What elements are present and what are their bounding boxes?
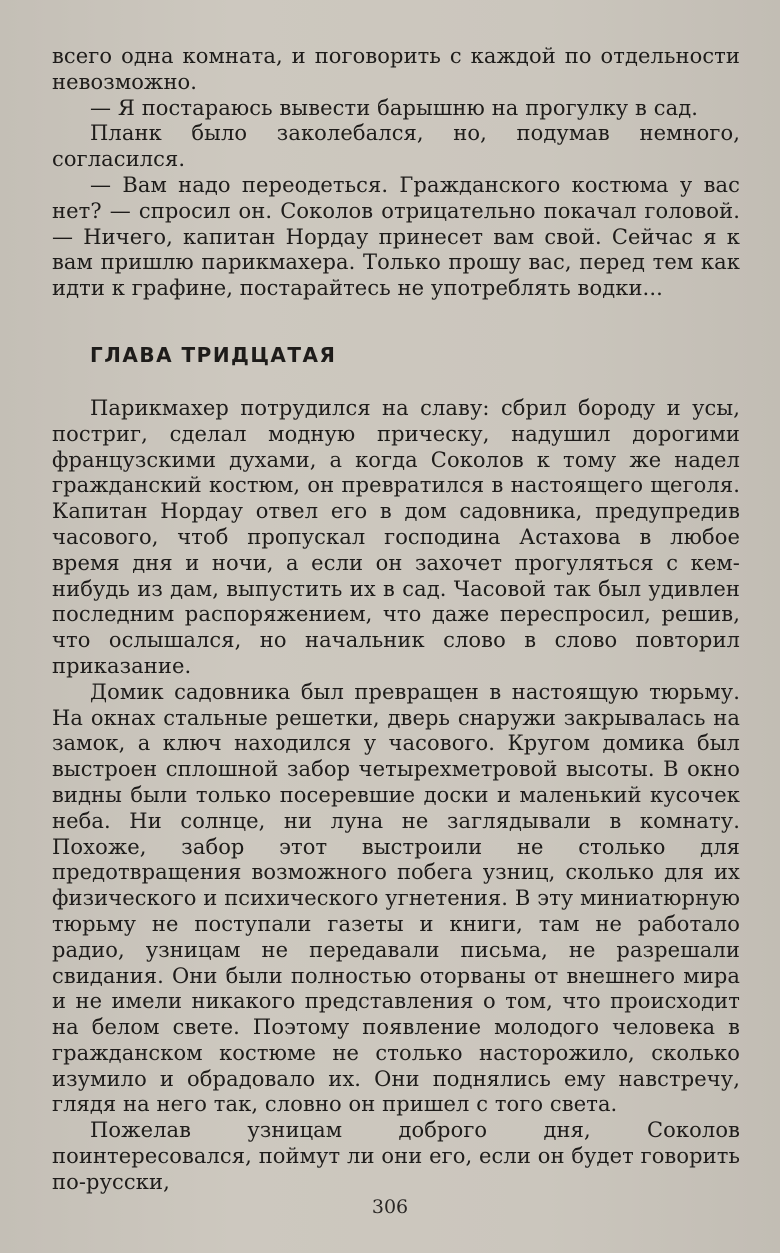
paragraph-greeting: Пожелав узницам доброго дня, Соколов поинтересовался, поймут ли они его, если он будет говорить по-русски, [52, 1118, 740, 1194]
chapter-title: ГЛАВА ТРИДЦАТАЯ [90, 342, 337, 367]
paragraph-dialogue-2: — Вам надо переодеться. Гражданского костюма у вас нет? — спросил он. Соколов отрицательно покачал головой.— Ничего, капитан Нордау принесет вам свой. Сейчас я к вам пришлю парикмахера. Только прошу вас, перед тем как идти к графине, постарайтесь не употреблять водки... [52, 172, 740, 301]
paragraph-planck: Планк было заколебался, но, подумав немного, согласился. [52, 121, 740, 172]
page-number: 306 [371, 1196, 409, 1218]
paragraph-continuation: всего одна комната, и поговорить с каждой по отдельности невозможно. [52, 44, 740, 94]
paragraph-dialogue-1: — Я постараюсь вывести барышню на прогулку в сад. [90, 95, 699, 120]
paragraph-gardener-house: Домик садовника был превращен в настоящую тюрьму. На окнах стальные решетки, дверь снаружи закрывалась на замок, а ключ находился у часового. Кругом домика был выстроен сплошной забор четырехметровой высоты. В окно видны были только посеревшие доски и маленький кусочек неба. Ни солнце, ни луна не заглядывали в комнату. Похоже, забор этот выстроили не столько для предотвращения возможного побега узниц, сколько для их физического и психического угнетения. В эту миниатюрную тюрьму не поступали газеты и книги, там не работало радио, узницам не передавали письма, не разрешали свидания. Они были полностью оторваны от внешнего мира и не имели никакого представления о том, что происходит на белом свете. Поэтому появление молодого человека в гражданском костюме не столько насторожило, сколько изумило и обрадовало их. Они поднялись ему навстречу, глядя на него так, словно он пришел с того света. [52, 679, 740, 1117]
paragraph-barber: Парикмахер потрудился на славу: сбрил бороду и усы, постриг, сделал модную прическу, надушил дорогими французскими духами, а когда Соколов к тому же надел гражданский костюм, он превратился в настоящего щеголя. Капитан Нордау отвел его в дом садовника, предупредив часового, чтоб пропускал господина Астахова в любое время дня и ночи, а если он захочет прогуляться с кем-нибудь из дам, выпустить их в сад. Часовой так был удивлен последним распоряжением, что даже переспросил, решив, что ослышался, но начальник слово в слово повторил приказание. [52, 395, 740, 678]
page-text [52, 44, 740, 1196]
